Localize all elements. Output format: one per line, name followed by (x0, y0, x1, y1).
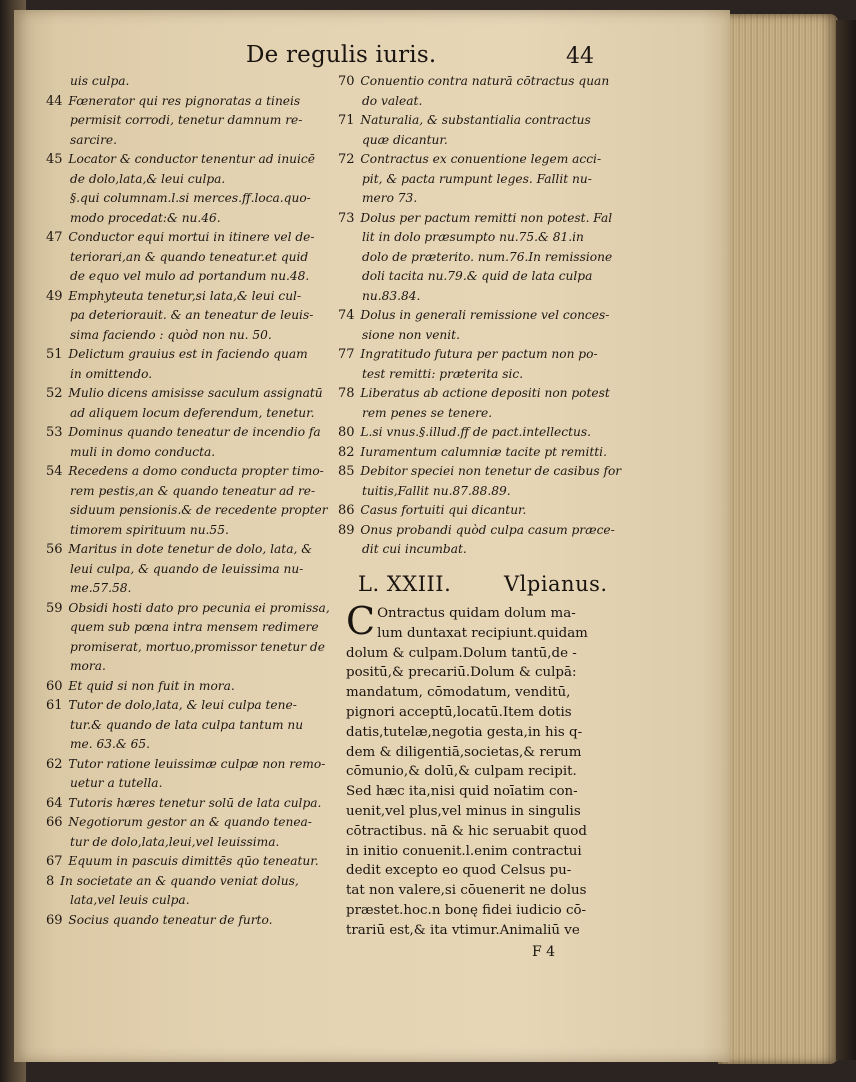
entry-number: 60 (46, 678, 63, 694)
entry-text: muli in domo conducta. (70, 444, 216, 459)
entry-number: 45 (46, 152, 63, 167)
summary-entry (46, 852, 348, 872)
summary-column-right (338, 72, 636, 560)
entry-text: dolo de præterito. num.76.In remissione (362, 249, 613, 264)
entry-text: Dolus per pactum remitti non potest. Fal (360, 210, 613, 225)
book-background (836, 20, 856, 1060)
entry-text: uis culpa. (70, 74, 130, 88)
entry-number: 80 (338, 425, 355, 440)
entry-text: modo procedat:& nu.46. (70, 210, 221, 225)
entry-text: Maritus in dote tenetur de dolo, lata, & (68, 542, 313, 556)
entry-text: Dolus in generali remissione vel conces- (360, 308, 610, 322)
summary-entry (338, 72, 636, 111)
summary-entry (46, 696, 348, 755)
entry-text: quem sub pœna intra mensem redimere (70, 620, 319, 634)
text-line: uenit,vel plus,vel minus in singulis (346, 803, 581, 819)
text-line: Ontractus quidam dolum ma- (377, 606, 576, 621)
entry-number: 71 (338, 113, 355, 128)
entry-text: lit in dolo præsumpto nu.75.& 81.in (362, 230, 584, 244)
entry-text: Equum in pascuis dimittēs qūo teneatur. (68, 854, 319, 868)
entry-text: promiserat, mortuo,promissor tenetur de (70, 639, 325, 654)
entry-number: 73 (338, 210, 355, 226)
entry-text: Obsidi hosti dato pro pecunia ei promissa, (68, 600, 330, 615)
entry-text: siduum pensionis.& de recedente propter (70, 503, 328, 517)
entry-text: lata,vel leuis culpa. (70, 893, 190, 907)
entry-text: Debitor speciei non tenetur de casibus for (360, 464, 622, 478)
entry-number: 54 (46, 464, 63, 479)
entry-number: 89 (338, 522, 355, 538)
summary-entry (46, 813, 348, 852)
entry-text: do valeat. (362, 93, 423, 108)
entry-text: In societate an & quando veniat dolus, (60, 873, 299, 888)
entry-text: Emphyteuta tenetur,si lata,& leui cul- (68, 288, 302, 303)
text-line: cōtractibus. nā & hic seruabit quod (346, 823, 587, 839)
entry-text: sarcire. (70, 132, 117, 147)
summary-entry (46, 92, 348, 151)
entry-text: mora. (70, 659, 106, 673)
entry-text: sione non venit. (362, 327, 460, 342)
summary-entry (46, 384, 348, 423)
entry-text: teriorari,an & quando teneatur.et quid (70, 249, 309, 264)
entry-number: 66 (46, 815, 63, 830)
summary-entry (46, 150, 348, 189)
entry-text: timorem spirituum nu.55. (70, 522, 229, 537)
text-line: Sed hæc ita,nisi quid noīatim con- (346, 784, 578, 800)
entry-text: mero 73. (362, 191, 418, 205)
entry-text: Tutor de dolo,lata, & leui culpa tene- (68, 698, 297, 712)
entry-text: sima faciendo : quòd non nu. 50. (70, 327, 272, 342)
entry-text: Casus fortuiti qui dicantur. (360, 503, 527, 517)
entry-text: Contractus ex conuentione legem acci- (360, 152, 602, 166)
entry-number: 78 (338, 386, 355, 401)
law-number: L. XXIII. (358, 572, 452, 596)
entry-number: 51 (46, 347, 63, 362)
entry-number: 74 (338, 308, 355, 323)
entry-text: Tutor ratione leuissimæ culpæ non remo- (68, 756, 326, 771)
entry-text: Onus probandi quòd culpa casum præce- (360, 522, 615, 537)
entry-number: 72 (338, 152, 355, 167)
entry-text: tuitis,Fallit nu.87.88.89. (362, 483, 511, 498)
entry-text: quæ dicantur. (362, 132, 448, 147)
text-line: trariū est,& ita vtimur.Animaliū ve (346, 922, 580, 938)
summary-entry (338, 111, 636, 150)
summary-entry (338, 423, 636, 443)
law-text (346, 599, 634, 941)
entry-text: §.qui columnam.l.si merces.ff.loca.quo- (70, 191, 311, 205)
fore-edge (718, 14, 838, 1064)
text-line: dedit excepto eo quod Celsus pu- (346, 863, 572, 879)
text-line: positū,& precariū.Dolum & culpā: (346, 665, 577, 681)
summary-entry (46, 228, 348, 287)
entry-number: 52 (46, 386, 63, 401)
entry-text: Negotiorum gestor an & quando tenea- (68, 815, 312, 829)
summary-entry (338, 345, 636, 384)
entry-number: 67 (46, 854, 63, 869)
summary-entry (46, 794, 348, 814)
entry-number: 82 (338, 444, 355, 460)
entry-text: Locator & conductor tenentur ad inuicē (68, 152, 315, 166)
text-line: præstet.hoc.n bonę fidei iudicio cō- (346, 902, 587, 918)
drop-cap: C (346, 599, 376, 643)
entry-number: 70 (338, 74, 355, 89)
entry-number: 47 (46, 230, 63, 245)
entry-text: Tutoris hæres tenetur solū de lata culpa. (68, 795, 322, 810)
entry-text: de dolo,lata,& leui culpa. (70, 171, 226, 186)
entry-text: me. 63.& 65. (70, 737, 151, 751)
entry-number: 53 (46, 425, 63, 440)
text-line: in initio conuenit.l.enim contractui (346, 843, 582, 859)
entry-text: Iuramentum calumniæ tacite pt remitti. (360, 444, 607, 459)
summary-entry (338, 462, 636, 501)
entry-text: L.si vnus.§.illud.ff de pact.intellectus. (360, 425, 591, 439)
summary-entry (46, 677, 348, 697)
entry-text: Ingratitudo futura per pactum non po- (360, 347, 598, 361)
entry-text: Delictum grauius est in faciendo quam (68, 347, 308, 361)
entry-number: 61 (46, 698, 63, 713)
entry-text: dit cui incumbat. (362, 542, 467, 556)
entry-text: Liberatus ab actione depositi non potest (360, 386, 610, 400)
entry-text: Recedens a domo conducta propter timo- (68, 464, 324, 478)
entry-number: 59 (46, 600, 63, 616)
entry-text: Mulio dicens amisisse saculum assignatū (68, 386, 323, 400)
entry-text: rem pestis,an & quando teneatur ad re- (70, 483, 316, 498)
section-heading (358, 572, 658, 596)
running-title: De regulis iuris. (246, 42, 437, 68)
entry-number: 44 (46, 93, 63, 109)
entry-number: 77 (338, 347, 355, 362)
text-line: mandatum, cōmodatum, venditū, (346, 685, 571, 701)
signature-mark: F 4 (532, 944, 556, 960)
entry-text: Socius quando teneatur de furto. (68, 912, 273, 927)
entry-text: in omittendo. (70, 366, 153, 381)
entry-text: Dominus quando teneatur de incendio fa (68, 425, 321, 439)
entry-text: me.57.58. (70, 581, 132, 595)
summary-entry (46, 911, 348, 931)
entry-text: tur de dolo,lata,leui,vel leuissima. (70, 834, 280, 849)
entry-text: uetur a tutella. (70, 776, 163, 790)
text-line: lum duntaxat recipiunt.quidam (377, 625, 588, 641)
entry-text: test remitti: præterita sic. (362, 366, 524, 381)
summary-entry (46, 189, 348, 228)
entry-text: Naturalia, & substantialia contractus (360, 113, 591, 127)
summary-entry (338, 306, 636, 345)
entry-number: 85 (338, 464, 355, 479)
text-line: datis,tutelæ,negotia gesta,in his q- (346, 724, 583, 740)
summary-column-left (46, 72, 348, 930)
summary-entry (46, 599, 348, 677)
summary-entry (46, 345, 348, 384)
entry-text: de equo vel mulo ad portandum nu.48. (70, 269, 310, 283)
entry-number: 49 (46, 288, 63, 304)
text-line: pignori acceptū,locatū.Item dotis (346, 704, 572, 720)
summary-entry (338, 209, 636, 307)
entry-text: leui culpa, & quando de leuissima nu- (70, 561, 304, 576)
summary-entry (46, 755, 348, 794)
entry-text: rem penes se tenere. (362, 405, 493, 420)
summary-entry (46, 462, 348, 540)
summary-entry (46, 423, 348, 462)
text-line: dolum & culpam.Dolum tantū,de - (346, 645, 577, 661)
summary-entry (46, 540, 348, 599)
summary-entry (338, 384, 636, 423)
entry-number: 62 (46, 756, 63, 772)
summary-entry (46, 72, 348, 92)
summary-entry (46, 872, 348, 911)
entry-number: 86 (338, 503, 355, 518)
summary-entry (46, 287, 348, 346)
entry-text: ad aliquem locum deferendum, tenetur. (70, 405, 315, 420)
entry-text: Fœnerator qui res pignoratas a tineis (68, 93, 301, 108)
entry-text: Et quid si non fuit in mora. (68, 678, 235, 693)
entry-number: 8 (46, 873, 55, 889)
entry-number: 69 (46, 912, 63, 928)
entry-text: Conuentio contra naturā cōtractus quan (360, 74, 610, 88)
text-line: cōmunio,& dolū,& culpam recipit. (346, 764, 577, 780)
summary-entry (338, 150, 636, 209)
page-number: 44 (566, 44, 594, 69)
text-line: tat non valere,si cōuenerit ne dolus (346, 883, 587, 899)
entry-number: 56 (46, 542, 63, 557)
entry-text: tur.& quando de lata culpa tantum nu (70, 717, 304, 732)
entry-number: 64 (46, 795, 63, 811)
entry-text: doli tacita nu.79.& quid de lata culpa (362, 269, 593, 283)
jurist-name: Vlpianus. (504, 572, 608, 596)
book-page (14, 10, 730, 1062)
summary-entry (338, 501, 636, 521)
entry-text: permisit corrodi, tenetur damnum re- (70, 113, 303, 127)
summary-entry (338, 521, 636, 560)
entry-text: pit, & pacta rumpunt leges. Fallit nu- (362, 171, 592, 186)
entry-text: nu.83.84. (362, 288, 421, 303)
entry-text: pa deteriorauit. & an teneatur de leuis- (70, 308, 314, 322)
entry-text: Conductor equi mortui in itinere vel de- (68, 230, 315, 244)
summary-entry (338, 443, 636, 463)
text-line: dem & diligentiā,societas,& rerum (346, 744, 582, 760)
